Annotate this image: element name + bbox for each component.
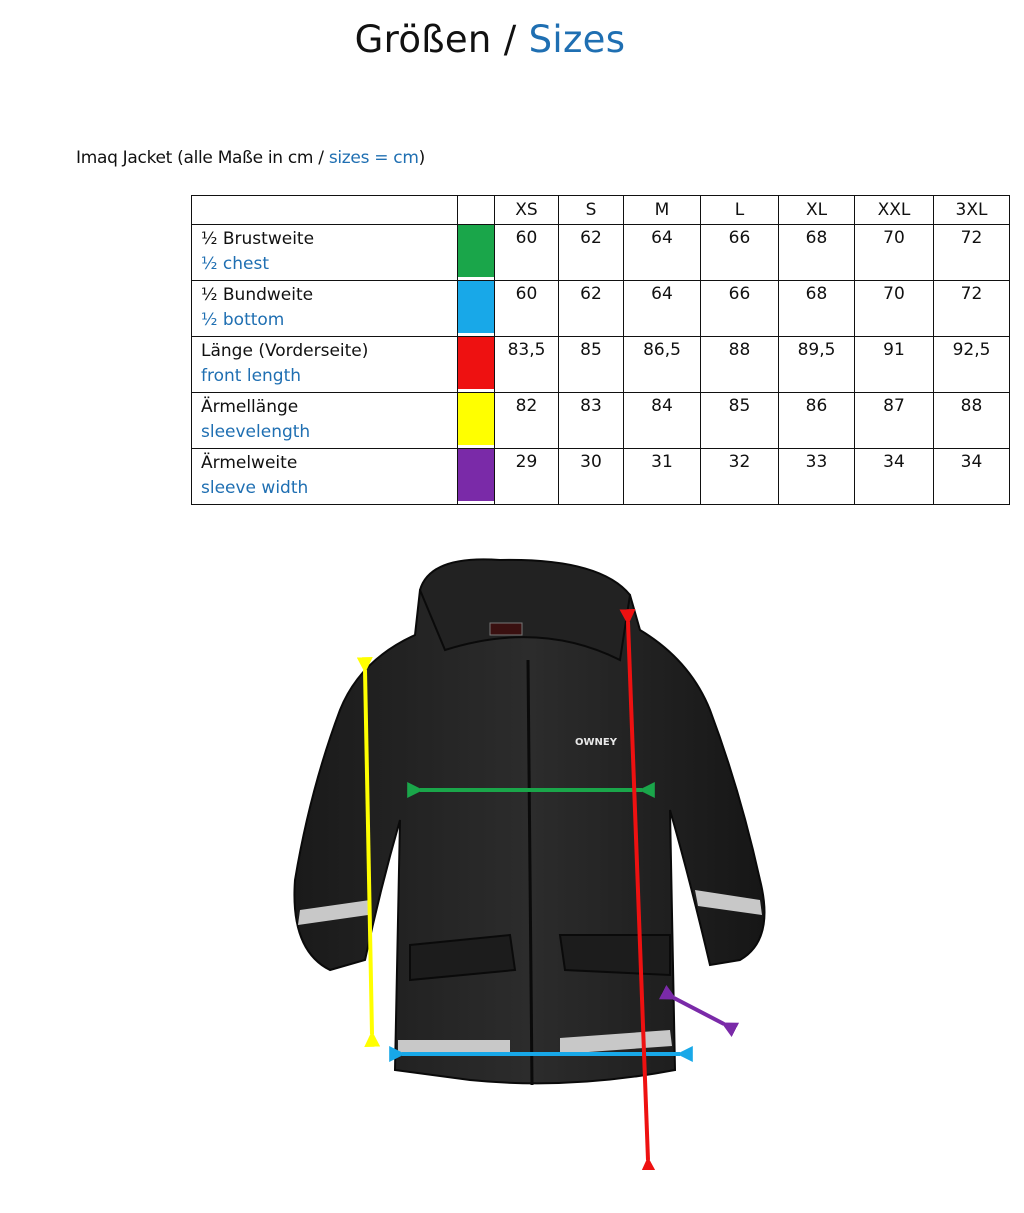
- swatch-fill-bottom: [458, 281, 494, 333]
- table-cell: 62: [559, 281, 624, 337]
- table-cell: 60: [495, 225, 559, 281]
- size-table: [191, 195, 1010, 505]
- measure-label-english: ½ chest: [201, 254, 269, 274]
- table-cell: 34: [855, 449, 934, 505]
- table-cell: 66: [701, 225, 779, 281]
- table-caption: [76, 148, 425, 168]
- measure-label-english: ½ bottom: [201, 310, 285, 330]
- table-cell: 83: [559, 393, 624, 449]
- measure-label-english: sleeve width: [201, 478, 309, 498]
- table-cell: 86,5: [624, 337, 701, 393]
- size-header: 3XL: [934, 196, 1010, 225]
- measure-label-english: front length: [201, 366, 302, 386]
- size-header: M: [624, 196, 701, 225]
- measure-label: [192, 449, 458, 505]
- caption-close: ): [418, 148, 425, 168]
- table-row: [192, 393, 1010, 449]
- size-header: XXL: [855, 196, 934, 225]
- size-header: S: [559, 196, 624, 225]
- measure-label: [192, 225, 458, 281]
- table-row: [192, 281, 1010, 337]
- title-separator: /: [503, 18, 517, 61]
- table-row: [192, 225, 1010, 281]
- table-cell: 87: [855, 393, 934, 449]
- table-cell: 66: [701, 281, 779, 337]
- measure-label-german: Ärmellänge: [201, 397, 299, 417]
- measure-label-german: Ärmelweite: [201, 453, 298, 473]
- header-empty-label: [192, 196, 458, 225]
- size-header: XS: [495, 196, 559, 225]
- measure-label-german: ½ Bundweite: [201, 285, 314, 305]
- table-cell: 32: [701, 449, 779, 505]
- title-english: Sizes: [528, 18, 626, 61]
- table-cell: 72: [934, 281, 1010, 337]
- color-swatch: [458, 393, 495, 449]
- color-swatch: [458, 225, 495, 281]
- measure-label: [192, 281, 458, 337]
- table-cell: 68: [779, 281, 855, 337]
- caption-english: sizes = cm: [328, 148, 419, 168]
- measure-label-german: Länge (Vorderseite): [201, 341, 369, 361]
- size-header: XL: [779, 196, 855, 225]
- page-title: [0, 18, 980, 61]
- size-header-row: [192, 196, 1010, 225]
- header-empty-swatch: [458, 196, 495, 225]
- table-cell: 64: [624, 225, 701, 281]
- color-swatch: [458, 281, 495, 337]
- table-cell: 70: [855, 225, 934, 281]
- table-cell: 85: [701, 393, 779, 449]
- swatch-fill-chest: [458, 225, 494, 277]
- measure-label: [192, 337, 458, 393]
- collar-label: [490, 623, 522, 635]
- table-cell: 82: [495, 393, 559, 449]
- measure-label-english: sleevelength: [201, 422, 311, 442]
- table-cell: 34: [934, 449, 1010, 505]
- caption-separator: /: [318, 148, 324, 168]
- table-row: [192, 337, 1010, 393]
- measure-arrow-sleevewidth: [674, 998, 724, 1024]
- table-cell: 92,5: [934, 337, 1010, 393]
- table-cell: 70: [855, 281, 934, 337]
- table-cell: 89,5: [779, 337, 855, 393]
- size-header: L: [701, 196, 779, 225]
- swatch-fill-sleevewidth: [458, 449, 494, 501]
- caption-german: Imaq Jacket (alle Maße in cm: [76, 148, 314, 168]
- table-cell: 64: [624, 281, 701, 337]
- right-pocket-flap: [560, 935, 670, 975]
- swatch-fill-length: [458, 337, 494, 389]
- table-cell: 88: [934, 393, 1010, 449]
- jacket-logo: OWNEY: [575, 737, 617, 748]
- table-cell: 60: [495, 281, 559, 337]
- table-cell: 91: [855, 337, 934, 393]
- jacket-illustration: [270, 550, 790, 1170]
- measure-label-german: ½ Brustweite: [201, 229, 315, 249]
- table-cell: 31: [624, 449, 701, 505]
- table-cell: 86: [779, 393, 855, 449]
- color-swatch: [458, 337, 495, 393]
- color-swatch: [458, 449, 495, 505]
- table-cell: 30: [559, 449, 624, 505]
- swatch-fill-sleevelength: [458, 393, 494, 445]
- table-cell: 88: [701, 337, 779, 393]
- table-cell: 85: [559, 337, 624, 393]
- table-cell: 84: [624, 393, 701, 449]
- title-german: Größen: [354, 18, 492, 61]
- table-cell: 72: [934, 225, 1010, 281]
- table-cell: 62: [559, 225, 624, 281]
- table-cell: 83,5: [495, 337, 559, 393]
- measure-label: [192, 393, 458, 449]
- table-cell: 33: [779, 449, 855, 505]
- table-row: [192, 449, 1010, 505]
- table-cell: 68: [779, 225, 855, 281]
- table-cell: 29: [495, 449, 559, 505]
